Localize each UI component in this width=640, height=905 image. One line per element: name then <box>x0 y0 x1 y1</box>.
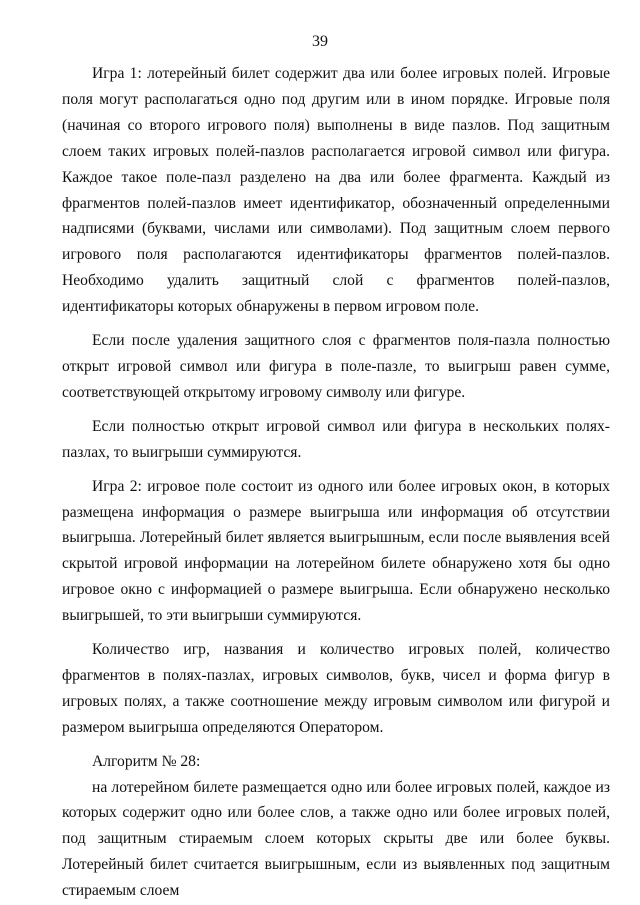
paragraph-puzzle-sum: Если полностью открыт игровой символ или фигура в нескольких полях-пазлах, то выигрыши суммируются. <box>62 417 610 461</box>
algorithm-heading: Алгоритм № 28: <box>92 752 201 770</box>
paragraph-game-1: Игра 1: лотерейный билет содержит два или более игровых полей. Игровые поля могут располагаться одно под другим или в ином порядке. Игровые поля (начиная со второго игрового поля) выполнены в виде пазлов. Под защитным слоем таких игровых полей-пазлов располагается игровой символ или фигура. Каждое такое поле-пазл разделено на два или более фрагмента. Каждый из фрагментов полей-пазлов имеет идентификатор, обозначенный определенными надписями (буквами, числами или символами). Под защитным слоем первого игрового поля располагаются идентификаторы фрагментов полей-пазлов. Необходимо удалить защитный слой с фрагментов полей-пазлов, идентификаторы которых обнаружены в первом игровом поле. <box>62 65 610 316</box>
paragraph-game-2: Игра 2: игровое поле состоит из одного или более игровых окон, в которых размещена информация о размере выигрыша или информация об отсутствии выигрыша. Лотерейный билет является выигрышным, если после выявления всей скрытой игровой информации на лотерейном билете обнаружено хотя бы одно игровое окно с информацией о размере выигрыша. Если обнаружено несколько выигрышей, то эти выигрыши суммируются. <box>62 477 610 625</box>
page-number: 39 <box>312 33 328 50</box>
paragraph-operator: Количество игр, названия и количество игровых полей, количество фрагментов в полях-пазлах, игровых символов, букв, чисел и форма фигур в игровых полях, а также соотношение между игровым символом или фигурой и размером выигрыша определяются Оператором. <box>62 641 610 736</box>
document-body <box>62 61 610 904</box>
paragraph-algorithm-28: на лотерейном билете размещается одно или более игровых полей, каждое из которых содержит одно или более слов, а также одно или более игровых полей, под защитным стираемым слоем которых скрыты две или более буквы. Лотерейный билет считается выигрышным, если из выявленных под защитным стираемым слоем <box>62 778 610 900</box>
paragraph-puzzle-win: Если после удаления защитного слоя с фрагментов поля-пазла полностью открыт игровой символ или фигура в поле-пазле, то выигрыш равен сумме, соответствующей открытому игровому символу или фигуре. <box>62 332 610 401</box>
